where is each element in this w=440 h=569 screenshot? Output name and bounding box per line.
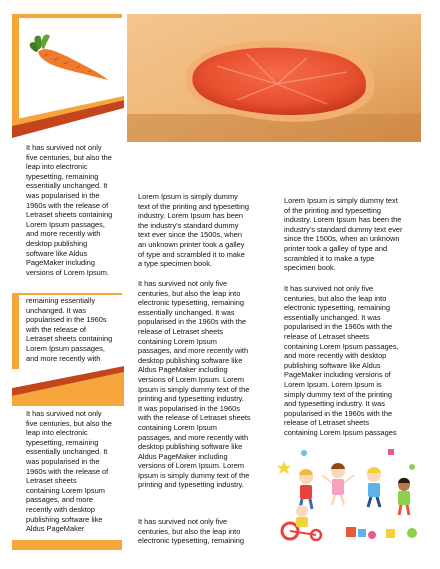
child-figure-4	[398, 478, 410, 515]
child-on-tricycle	[282, 505, 321, 540]
child-figure-1	[299, 469, 313, 509]
left-text-block-3: It has survived not only five centuries, but also the leap into electronic typesetting, remaining essentially unchanged. It was popularised in the 1960s with the release of Letraset sheets containing Lorem Ipsum passages, and more recently with desktop publishing software like Aldus PageMaker	[26, 409, 112, 534]
left-text-block-1: It has survived not only five centuries, but also the leap into electronic typesetting, remaining essentially unchanged. It was popularised in the 1960s with the release of Letraset sheets containing Lorem Ipsum passages, and more recently with desktop publishing software like Aldus PageMaker including versions of Lorem Ipsum.	[26, 143, 113, 277]
left-text-block-2: remaining essentially unchanged. It was popularised in the 1960s with the release of Letraset sheets containing Lorem Ipsum passages, and more recently with	[26, 296, 113, 363]
child-figure-3	[367, 467, 381, 507]
right-paragraph-1: Lorem Ipsum is simply dummy text of the printing and typesetting industry. Lorem Ipsum has been the industry's standard dummy text ever since the 1500s, when an unknown printer took a galley of type and scrambled it to make a type specimen book.	[284, 196, 403, 273]
left-top-orange-band	[12, 14, 122, 18]
child-figure-2	[322, 463, 354, 505]
left-diagonal-band-top	[12, 96, 124, 138]
children-playing-illustration	[276, 445, 422, 545]
toy-blocks-icon	[346, 527, 417, 539]
right-paragraph-2: It has survived not only five centuries, but also the leap into electronic typesetting, remaining essentially unchanged. It was popularised in the 1960s with the release of Letraset sheets containing Lorem Ipsum passages, and more recently with desktop publishing software like Aldus PageMaker including versions of Lorem Ipsum. Lorem Ipsum is simply dummy text of the printing and typesetting industry. It was popularised in the 1960s with the release of Letraset sheets containing Lorem Ipsum passages	[284, 284, 399, 437]
middle-paragraph-2: It has survived not only five centuries, but also the leap into electronic typesetting, remaining essentially unchanged. It was popularised in the 1960s with the release of Letraset sheets containing Lorem Ipsum passages, and more recently with desktop publishing software like Aldus PageMaker including versions of Lorem Ipsum. Lorem Ipsum is simply dummy text of the printing and typesetting industry. It was popularised in the 1960s with the release of Letraset sheets containing Lorem Ipsum passages, and more recently with desktop publishing software like Aldus PageMaker including versions of Lorem Ipsum. Lorem Ipsum is simply dummy text of the printing and typesetting industry.	[138, 279, 251, 490]
left-mid-top-band	[12, 293, 122, 295]
carrot-image	[24, 26, 112, 88]
grapefruit-slice-image	[127, 14, 421, 142]
left-diagonal-band-mid	[12, 366, 124, 406]
left-bottom-orange-bar	[12, 540, 122, 550]
star-icon	[277, 461, 291, 474]
left-mid-vertical-orange-bar	[12, 293, 19, 369]
middle-paragraph-3: It has survived not only five centuries, but also the leap into electronic typesetting, remaining	[138, 517, 244, 546]
middle-paragraph-1: Lorem Ipsum is simply dummy text of the printing and typesetting industry. Lorem Ipsum has been the industry's standard dummy text ever since the 1500s, when an unknown printer took a galley of type and scrambled it to make a type specimen book.	[138, 192, 249, 269]
